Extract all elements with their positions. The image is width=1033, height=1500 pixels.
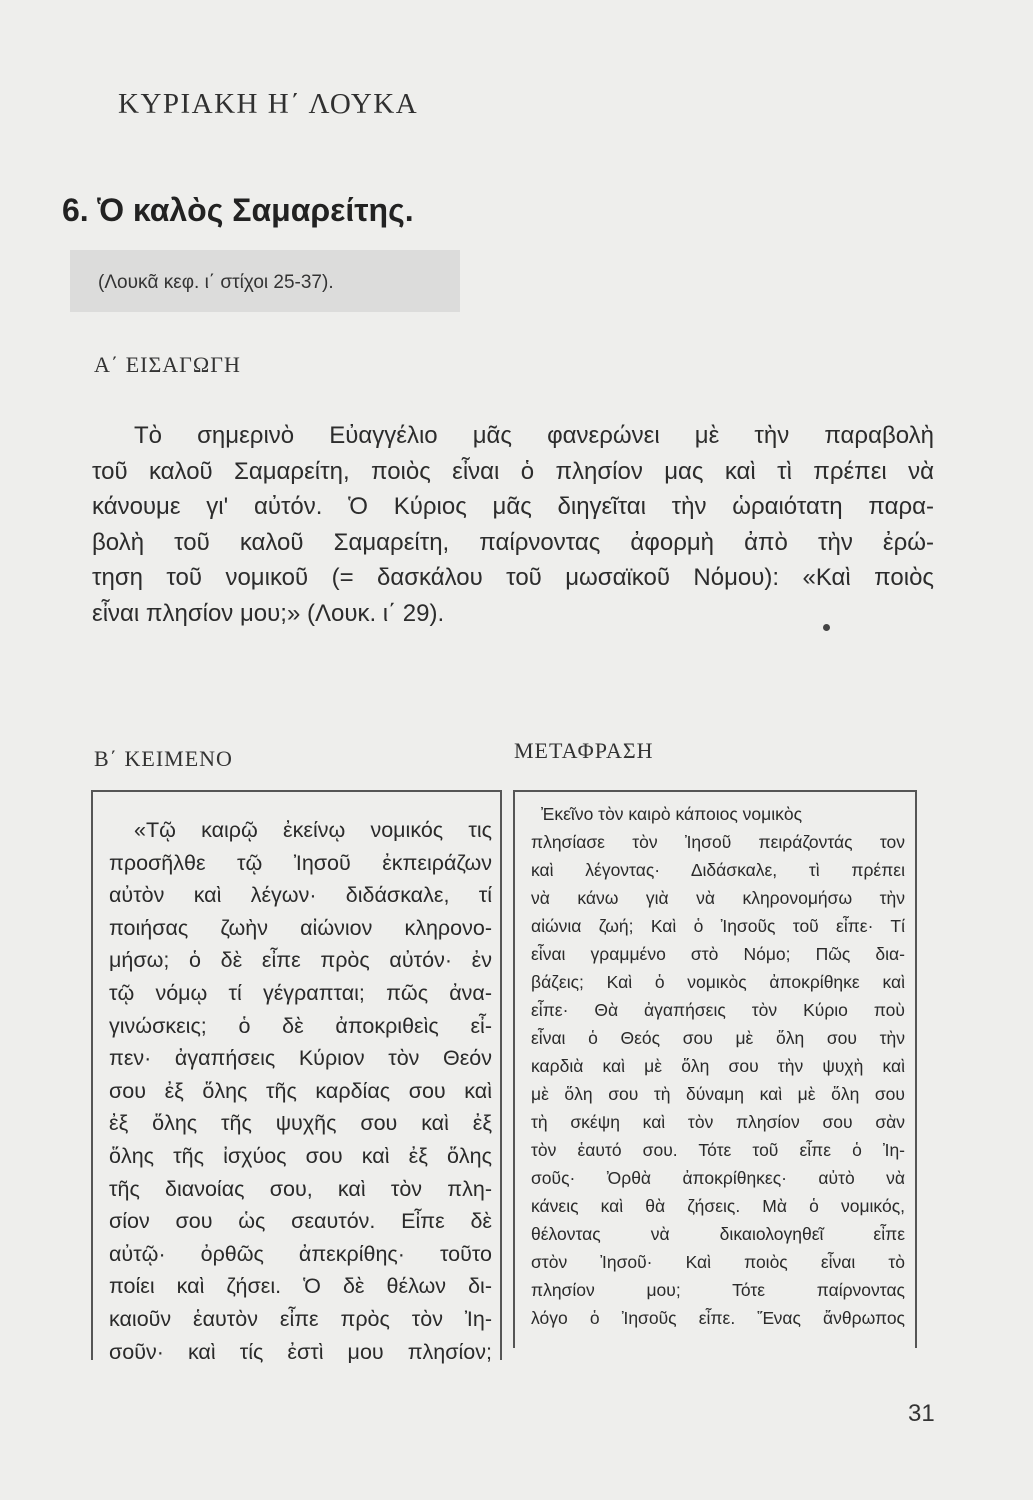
translation-line: κάνεις καὶ θὰ ζήσεις. Μὰ ὁ νομικός, — [531, 1196, 905, 1216]
intro-line: εἶναι πλησίον μου;» (Λουκ. ι΄ 29). — [92, 599, 445, 627]
translation-column — [513, 790, 917, 1348]
translation-line: εἶναι ὁ Θεός σου μὲ ὅλη σου τὴν — [531, 1028, 905, 1048]
text-line: σου ἐξ ὅλης τῆς καρδίας σου καὶ — [109, 1078, 492, 1103]
text-line: ἐξ ὅλης τῆς ψυχῆς σου καὶ ἐξ — [109, 1111, 492, 1136]
introduction-paragraph — [92, 418, 934, 631]
translation-line: λόγο ὁ Ἰησοῦς εἶπε. Ἕνας ἄνθρωπος — [531, 1308, 905, 1328]
text-line: πεν· ἀγαπήσεις Κύριον τὸν Θεόν — [109, 1046, 492, 1071]
translation-line: καὶ λέγοντας· Διδάσκαλε, τὶ πρέπει — [531, 860, 905, 880]
intro-line: τοῦ καλοῦ Σαμαρείτη, ποιὸς εἶναι ὁ πλησίον μας καὶ τὶ πρέπει νὰ — [92, 457, 934, 485]
running-title: ΚΥΡΙΑΚΗ Η΄ ΛΟΥΚΑ — [118, 88, 419, 120]
translation-line: θέλοντας νὰ δικαιολογηθεῖ εἶπε — [531, 1224, 905, 1244]
text-line: σίον σου ὡς σεαυτόν. Εἶπε δὲ — [109, 1209, 492, 1234]
text-line: «Τῷ καιρῷ ἐκείνῳ νομικός τις — [134, 818, 492, 842]
intro-line: Τὸ σημερινὸ Εὐαγγέλιο μᾶς φανερώνει μὲ τὴν παραβολὴ — [134, 422, 934, 449]
translation-line: μὲ ὅλη σου τὴ δύναμη καὶ μὲ ὅλη σου — [531, 1084, 905, 1104]
intro-line: κάνουμε γι' αὐτόν. Ὁ Κύριος μᾶς διηγεῖται τὴν ὡραιότατη παρα- — [92, 493, 934, 520]
text-line: μήσω; ὁ δὲ εἶπε πρὸς αὐτόν· ἐν — [109, 948, 492, 973]
text-line: ὅλης τῆς ἰσχύος σου καὶ ἐξ ὅλης — [109, 1143, 492, 1168]
text-line: τῆς διανοίας σου, καὶ τὸν πλη- — [109, 1176, 492, 1201]
translation-line: στὸν Ἰησοῦ· Καὶ ποιὸς εἶναι τὸ — [531, 1252, 905, 1272]
text-line: αὐτὸν καὶ λέγων· διδάσκαλε, τί — [109, 883, 492, 908]
text-line: αὐτῷ· ὀρθῶς ἀπεκρίθης· τοῦτο — [109, 1241, 492, 1266]
translation-line: τὸν ἑαυτό σου. Τότε τοῦ εἶπε ὁ Ἰη- — [531, 1140, 905, 1160]
intro-line: βολὴ τοῦ καλοῦ Σαμαρείτη, παίρνοντας ἀφορμὴ ἀπὸ τὴν ἐρώ- — [92, 528, 934, 556]
scripture-reference: (Λουκᾶ κεφ. ι΄ στίχοι 25-37). — [98, 272, 334, 293]
translation-line: εἶναι γραμμένο στὸ Νόμο; Πῶς δια- — [531, 944, 905, 964]
translation-column-heading: ΜΕΤΑΦΡΑΣΗ — [514, 738, 654, 763]
text-line: τῷ νόμῳ τί γέγραπται; πῶς ἀνα- — [109, 980, 492, 1005]
translation-line: πλησίασε τὸν Ἰησοῦ πειράζοντάς τον — [531, 832, 905, 852]
text-line: προσῆλθε τῷ Ἰησοῦ ἐκπειράζων — [109, 850, 492, 875]
translation-line: Ἐκεῖνο τὸν καιρὸ κάποιος νομικὸς — [541, 804, 803, 824]
translation-line: πλησίον μου; Τότε παίρνοντας — [531, 1280, 905, 1300]
translation-line: σοῦς· Ὀρθὰ ἀποκρίθηκες· αὐτὸ νὰ — [531, 1168, 905, 1188]
translation-line: καρδιὰ καὶ μὲ ὅλη σου τὴν ψυχὴ καὶ — [531, 1056, 905, 1076]
text-column-heading: Β΄ ΚΕΙΜΕΝΟ — [94, 746, 233, 771]
text-line: σοῦν· καὶ τίς ἐστὶ μου πλησίον; — [109, 1339, 492, 1364]
translation-line: εἶπε· Θὰ ἀγαπήσεις τὸν Κύριο ποὺ — [531, 1000, 905, 1020]
translation-line: τὴ σκέψη καὶ τὸν πλησίον σου σὰν — [531, 1112, 905, 1132]
introduction-heading: Α΄ ΕΙΣΑΓΩΓΗ — [94, 352, 241, 377]
text-line: γινώσκεις; ὁ δὲ ἀποκριθεὶς εἶ- — [109, 1013, 492, 1038]
text-line: ποιήσας ζωὴν αἰώνιον κληρονο- — [109, 915, 492, 940]
translation-line: βάζεις; Καὶ ὁ νομικὸς ἀποκρίθηκε καὶ — [531, 972, 905, 992]
text-line: ποίει καὶ ζήσει. Ὁ δὲ θέλων δι- — [109, 1274, 492, 1299]
translation-line: νὰ κάνω γιὰ νὰ κληρονομήσω τὴν — [531, 888, 905, 908]
page-number: 31 — [908, 1400, 935, 1427]
text-line: καιοῦν ἑαυτὸν εἶπε πρὸς τὸν Ἰη- — [109, 1306, 492, 1331]
section-title: 6. Ὁ καλὸς Σαμαρείτης. — [62, 192, 414, 228]
intro-line: τηση τοῦ νομικοῦ (= δασκάλου τοῦ μωσαϊκοῦ Νόμου): «Καὶ ποιὸς — [92, 564, 934, 591]
ink-dot — [823, 624, 830, 631]
original-text-column — [91, 790, 502, 1364]
translation-line: αἰώνια ζωή; Καὶ ὁ Ἰησοῦς τοῦ εἶπε· Τί — [531, 916, 905, 936]
